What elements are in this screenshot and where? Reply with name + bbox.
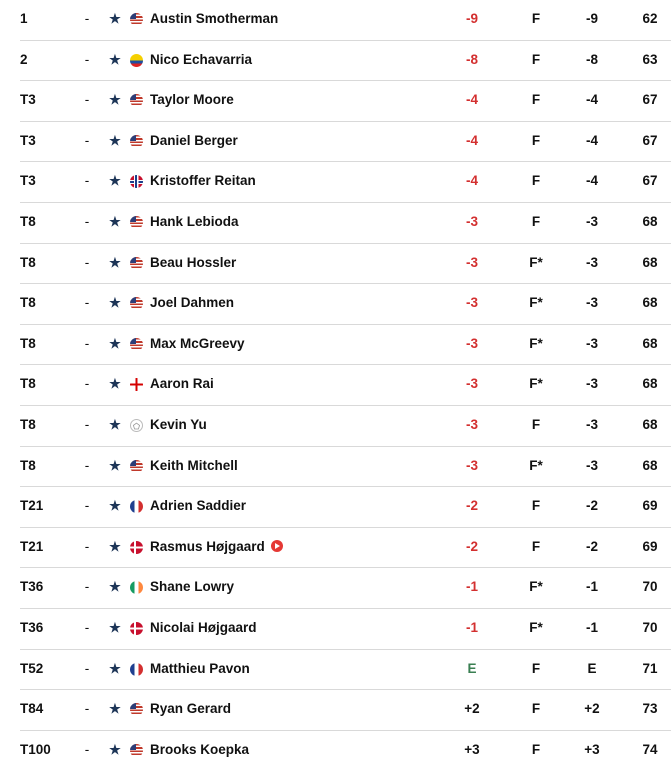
position-movement: - xyxy=(84,51,90,67)
leaderboard-row[interactable] xyxy=(20,203,671,244)
star-icon[interactable]: ★ xyxy=(109,701,121,717)
leaderboard-row[interactable] xyxy=(20,731,671,771)
position-movement: - xyxy=(84,92,90,108)
leaderboard-row[interactable] xyxy=(20,609,671,650)
leaderboard-row[interactable] xyxy=(20,650,671,691)
today-score: -2 xyxy=(585,538,598,554)
position-movement: - xyxy=(84,498,90,514)
player-name-text[interactable]: Kevin Yu xyxy=(150,416,207,432)
country-flag-icon xyxy=(130,257,143,270)
leaderboard-row[interactable] xyxy=(20,244,671,285)
player-name[interactable] xyxy=(150,203,410,243)
position-movement: - xyxy=(84,660,90,676)
leaderboard-row[interactable] xyxy=(20,365,671,406)
position: T84 xyxy=(20,701,44,717)
total-score: -3 xyxy=(465,213,478,229)
leaderboard-row[interactable] xyxy=(20,487,671,528)
today-score: -1 xyxy=(585,579,598,595)
today-score: -3 xyxy=(585,416,598,432)
thru: F* xyxy=(529,619,543,635)
country-flag-icon xyxy=(130,663,143,676)
position: T8 xyxy=(20,416,36,432)
thru: F xyxy=(531,51,541,67)
star-icon[interactable]: ★ xyxy=(109,254,121,270)
star-icon[interactable]: ★ xyxy=(109,173,121,189)
position-movement: - xyxy=(84,701,90,717)
today-score: -3 xyxy=(585,457,598,473)
position: T8 xyxy=(20,254,36,270)
player-name[interactable] xyxy=(150,244,410,284)
round-strokes: 73 xyxy=(642,701,658,717)
star-icon[interactable]: ★ xyxy=(109,579,121,595)
thru: F* xyxy=(529,457,543,473)
today-score: +2 xyxy=(584,701,600,717)
leaderboard-row[interactable] xyxy=(20,162,671,203)
star-icon[interactable]: ★ xyxy=(109,213,121,229)
today-score: E xyxy=(587,660,597,676)
today-score: -8 xyxy=(585,51,598,67)
position-movement: - xyxy=(84,132,90,148)
position-movement: - xyxy=(84,254,90,270)
position-movement: - xyxy=(84,416,90,432)
player-name-text[interactable]: Aaron Rai xyxy=(150,376,214,392)
player-name[interactable] xyxy=(150,447,410,487)
total-score: -3 xyxy=(465,335,478,351)
today-score: -3 xyxy=(585,254,598,270)
round-strokes: 70 xyxy=(642,619,658,635)
position: T36 xyxy=(20,579,44,595)
position-movement: - xyxy=(84,213,90,229)
total-score: -2 xyxy=(465,538,478,554)
thru: F* xyxy=(529,376,543,392)
country-flag-icon xyxy=(130,216,143,229)
today-score: -3 xyxy=(585,213,598,229)
position-movement: - xyxy=(84,11,90,26)
leaderboard-row[interactable] xyxy=(20,41,671,82)
star-icon[interactable]: ★ xyxy=(109,538,121,554)
today-score: -4 xyxy=(585,173,598,189)
round-strokes: 67 xyxy=(642,92,658,108)
position-movement: - xyxy=(84,579,90,595)
leaderboard-row[interactable] xyxy=(20,690,671,731)
position: T8 xyxy=(20,295,36,311)
position: T8 xyxy=(20,376,36,392)
thru: F xyxy=(531,132,541,148)
player-name-text[interactable]: Taylor Moore xyxy=(150,92,234,108)
round-strokes: 68 xyxy=(642,376,658,392)
thru: F xyxy=(531,173,541,189)
leaderboard-row[interactable] xyxy=(20,284,671,325)
country-flag-icon xyxy=(130,744,143,757)
round-strokes: 68 xyxy=(642,295,658,311)
player-name[interactable] xyxy=(150,284,410,324)
position-movement: - xyxy=(84,335,90,351)
today-score: -3 xyxy=(585,295,598,311)
round-strokes: 67 xyxy=(642,173,658,189)
leaderboard-row[interactable] xyxy=(20,122,671,163)
total-score: -4 xyxy=(465,132,478,148)
round-strokes: 67 xyxy=(642,132,658,148)
position: 2 xyxy=(20,51,28,67)
round-strokes: 71 xyxy=(642,660,658,676)
position-movement: - xyxy=(84,295,90,311)
position: T8 xyxy=(20,457,36,473)
player-name[interactable] xyxy=(150,650,410,690)
position-movement: - xyxy=(84,376,90,392)
total-score: -9 xyxy=(465,11,478,26)
star-icon[interactable]: ★ xyxy=(109,335,121,351)
round-strokes: 70 xyxy=(642,579,658,595)
player-name[interactable] xyxy=(150,690,410,730)
player-name[interactable] xyxy=(150,568,410,608)
country-flag-icon xyxy=(130,297,143,310)
position: T3 xyxy=(20,132,36,148)
country-flag-icon xyxy=(130,500,143,513)
round-strokes: 74 xyxy=(642,741,658,757)
player-name-text[interactable]: Max McGreevy xyxy=(150,335,245,351)
today-score: -2 xyxy=(585,498,598,514)
star-icon[interactable]: ★ xyxy=(109,51,121,67)
total-score: -8 xyxy=(465,51,478,67)
star-icon[interactable]: ★ xyxy=(109,416,121,432)
total-score: +3 xyxy=(464,741,480,757)
star-icon[interactable]: ★ xyxy=(109,660,121,676)
leaderboard-row[interactable] xyxy=(20,568,671,609)
total-score: -3 xyxy=(465,457,478,473)
player-name-text[interactable]: Austin Smotherman xyxy=(150,11,279,26)
country-flag-icon xyxy=(130,338,143,351)
thru: F xyxy=(531,660,541,676)
position-movement: - xyxy=(84,741,90,757)
leaderboard-row[interactable] xyxy=(20,81,671,122)
position: T21 xyxy=(20,498,44,514)
round-strokes: 68 xyxy=(642,213,658,229)
player-name-text[interactable]: Keith Mitchell xyxy=(150,457,238,473)
total-score: +2 xyxy=(464,701,480,717)
player-name-text[interactable]: Kristoffer Reitan xyxy=(150,173,256,189)
thru: F* xyxy=(529,295,543,311)
thru: F* xyxy=(529,335,543,351)
position: T8 xyxy=(20,213,36,229)
today-score: -3 xyxy=(585,335,598,351)
player-name-text[interactable]: Nico Echavarria xyxy=(150,51,253,67)
player-name[interactable] xyxy=(150,487,410,527)
country-flag-icon xyxy=(130,13,143,26)
player-name[interactable] xyxy=(150,122,410,162)
player-name[interactable] xyxy=(150,162,410,202)
total-score: -2 xyxy=(465,498,478,514)
round-strokes: 68 xyxy=(642,335,658,351)
star-icon[interactable]: ★ xyxy=(109,498,121,514)
total-score: -3 xyxy=(465,295,478,311)
player-name-text[interactable]: Hank Lebioda xyxy=(150,213,239,229)
player-name-text[interactable]: Daniel Berger xyxy=(150,132,238,148)
today-score: +3 xyxy=(584,741,600,757)
star-icon[interactable]: ★ xyxy=(109,457,121,473)
position: 1 xyxy=(20,11,28,26)
player-name[interactable] xyxy=(150,406,410,446)
player-name-text[interactable]: Brooks Koepka xyxy=(150,741,250,757)
country-flag-icon xyxy=(130,175,143,188)
leaderboard-row[interactable] xyxy=(20,0,671,41)
total-score: -3 xyxy=(465,254,478,270)
thru: F xyxy=(531,498,541,514)
player-name-text[interactable]: Rasmus Højgaard xyxy=(150,538,265,554)
leaderboard-row[interactable] xyxy=(20,325,671,366)
country-flag-icon xyxy=(130,94,143,107)
total-score: -4 xyxy=(465,173,478,189)
position: T36 xyxy=(20,619,44,635)
star-icon[interactable]: ★ xyxy=(109,619,121,635)
player-name[interactable] xyxy=(150,609,410,649)
star-icon[interactable]: ★ xyxy=(109,92,121,108)
total-score: -4 xyxy=(465,92,478,108)
today-score: -9 xyxy=(585,11,598,26)
player-name[interactable] xyxy=(150,365,410,405)
round-strokes: 68 xyxy=(642,254,658,270)
player-name-text[interactable]: Beau Hossler xyxy=(150,254,237,270)
country-flag-icon xyxy=(130,135,143,148)
thru: F xyxy=(531,11,541,26)
position-movement: - xyxy=(84,538,90,554)
star-icon[interactable]: ★ xyxy=(109,295,121,311)
player-name[interactable] xyxy=(150,0,410,40)
thru: F xyxy=(531,701,541,717)
today-score: -1 xyxy=(585,619,598,635)
country-flag-icon xyxy=(130,378,143,391)
player-name-text[interactable]: Nicolai Højgaard xyxy=(150,619,257,635)
star-icon[interactable]: ★ xyxy=(109,376,121,392)
position-movement: - xyxy=(84,457,90,473)
star-icon[interactable]: ★ xyxy=(109,741,121,757)
player-name-text[interactable]: Ryan Gerard xyxy=(150,701,232,717)
country-flag-icon: ⬠ xyxy=(130,419,143,432)
total-score: -3 xyxy=(465,376,478,392)
player-name[interactable] xyxy=(150,731,410,771)
player-name[interactable] xyxy=(150,528,410,568)
country-flag-icon xyxy=(130,541,143,554)
total-score: -1 xyxy=(465,619,478,635)
leaderboard-row[interactable] xyxy=(20,447,671,488)
total-score: -1 xyxy=(465,579,478,595)
thru: F* xyxy=(529,579,543,595)
position: T52 xyxy=(20,660,44,676)
star-icon[interactable]: ★ xyxy=(109,11,121,26)
position-movement: - xyxy=(84,173,90,189)
leaderboard-row[interactable] xyxy=(20,406,671,447)
country-flag-icon xyxy=(130,622,143,635)
player-name[interactable] xyxy=(150,325,410,365)
today-score: -4 xyxy=(585,92,598,108)
position: T100 xyxy=(20,741,51,757)
country-flag-icon xyxy=(130,703,143,716)
today-score: -3 xyxy=(585,376,598,392)
position: T8 xyxy=(20,335,36,351)
leaderboard-row[interactable] xyxy=(20,528,671,569)
position-movement: - xyxy=(84,619,90,635)
thru: F xyxy=(531,538,541,554)
play-circle-icon[interactable] xyxy=(271,540,283,552)
country-flag-icon xyxy=(130,581,143,594)
thru: F xyxy=(531,92,541,108)
player-name-text[interactable]: Matthieu Pavon xyxy=(150,660,250,676)
country-flag-icon xyxy=(130,54,143,67)
thru: F xyxy=(531,741,541,757)
round-strokes: 68 xyxy=(642,457,658,473)
total-score: E xyxy=(467,660,477,676)
star-icon[interactable]: ★ xyxy=(109,132,121,148)
position: T21 xyxy=(20,538,44,554)
thru: F* xyxy=(529,254,543,270)
round-strokes: 69 xyxy=(642,538,658,554)
country-flag-icon xyxy=(130,460,143,473)
round-strokes: 62 xyxy=(642,11,658,26)
position: T3 xyxy=(20,92,36,108)
player-name-text[interactable]: Shane Lowry xyxy=(150,579,235,595)
thru: F xyxy=(531,213,541,229)
round-strokes: 69 xyxy=(642,498,658,514)
player-name-text[interactable]: Adrien Saddier xyxy=(150,498,247,514)
round-strokes: 63 xyxy=(642,51,658,67)
player-name[interactable] xyxy=(150,41,410,81)
today-score: -4 xyxy=(585,132,598,148)
player-name-text[interactable]: Joel Dahmen xyxy=(150,295,235,311)
position: T3 xyxy=(20,173,36,189)
player-name[interactable] xyxy=(150,81,410,121)
thru: F xyxy=(531,416,541,432)
round-strokes: 68 xyxy=(642,416,658,432)
total-score: -3 xyxy=(465,416,478,432)
